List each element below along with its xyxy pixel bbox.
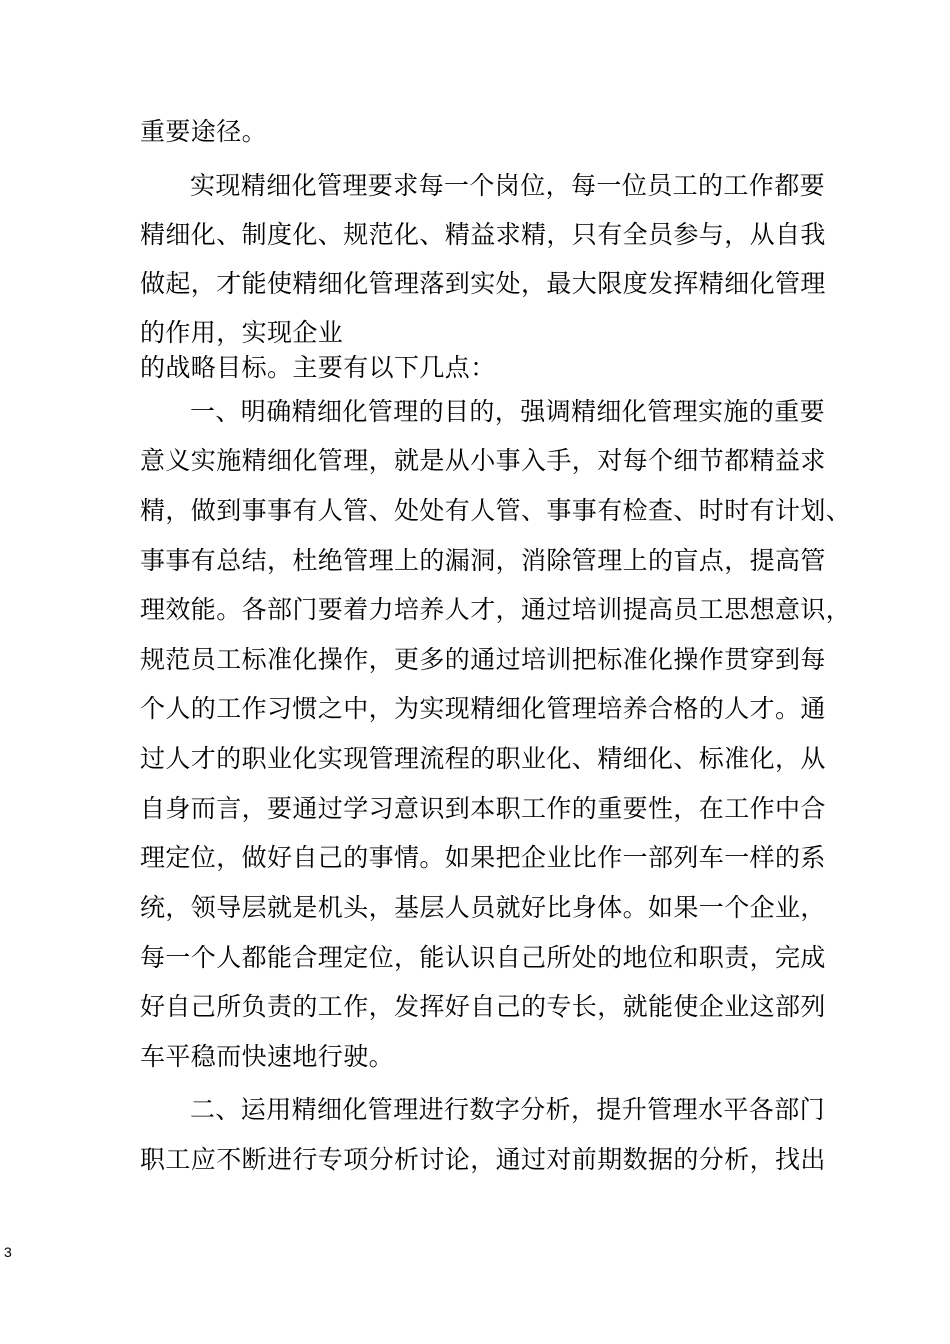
paragraph-start-line: 二、运用精细化管理进行数字分析，提升管理水平各部门 — [190, 1095, 826, 1124]
text-line: 每一个人都能合理定位，能认识自己所处的地位和职责，完成 — [140, 943, 826, 972]
text-line: 精，做到事事有人管、处处有人管、事事有检查、时时有计划、 — [140, 496, 852, 525]
text-line: 好自己所负责的工作，发挥好自己的专长，就能使企业这部列 — [140, 992, 826, 1021]
text-line: 个人的工作习惯之中，为实现精细化管理培养合格的人才。通 — [140, 694, 826, 723]
text-line: 精细化、制度化、规范化、精益求精，只有全员参与，从自我 — [140, 220, 826, 249]
text-line: 重要途径。 — [140, 117, 268, 146]
text-line: 统，领导层就是机头，基层人员就好比身体。如果一个企业， — [140, 893, 826, 922]
text-line: 过人才的职业化实现管理流程的职业化、精细化、标准化，从 — [140, 744, 826, 773]
text-line: 事事有总结，杜绝管理上的漏洞，消除管理上的盲点，提高管 — [140, 546, 826, 575]
page-number: 3 — [4, 1244, 12, 1260]
text-line: 规范员工标准化操作，更多的通过培训把标准化操作贯穿到每 — [140, 645, 826, 674]
text-line: 车平稳而快速地行驶。 — [140, 1042, 395, 1071]
text-line: 理效能。各部门要着力培养人才，通过培训提高员工思想意识， — [140, 595, 852, 624]
text-line: 做起，才能使精细化管理落到实处，最大限度发挥精细化管理 — [140, 269, 826, 298]
text-line: 自身而言，要通过学习意识到本职工作的重要性，在工作中合 — [140, 794, 826, 823]
paragraph-start-line: 实现精细化管理要求每一个岗位，每一位员工的工作都要 — [190, 171, 826, 200]
text-line: 理定位，做好自己的事情。如果把企业比作一部列车一样的系 — [140, 843, 826, 872]
text-line: 职工应不断进行专项分析讨论，通过对前期数据的分析，找出 — [140, 1145, 826, 1174]
text-line: 意义实施精细化管理，就是从小事入手，对每个细节都精益求 — [140, 446, 826, 475]
text-line: 的作用，实现企业 — [140, 318, 344, 347]
paragraph-start-line: 一、明确精细化管理的目的，强调精细化管理实施的重要 — [190, 397, 826, 426]
text-line: 的战略目标。主要有以下几点： — [140, 353, 496, 382]
